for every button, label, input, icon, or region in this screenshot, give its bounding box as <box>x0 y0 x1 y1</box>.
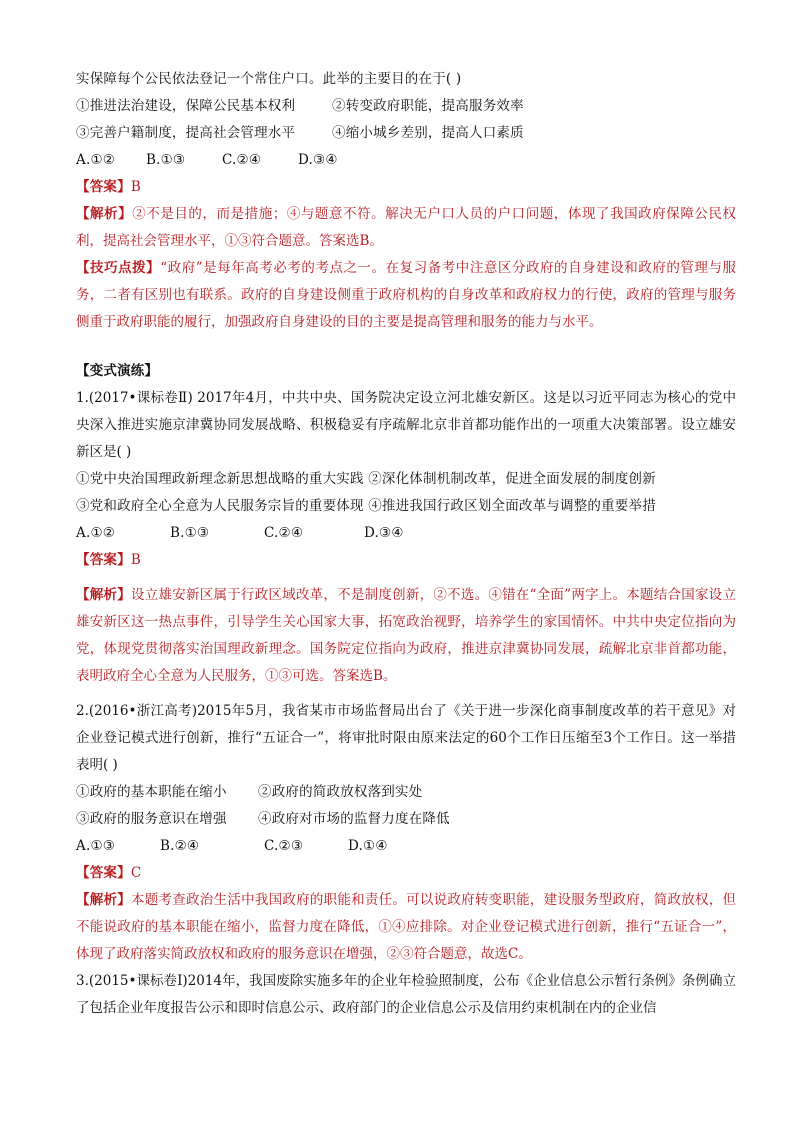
v2-choice-d: D.①④ <box>348 838 388 854</box>
v2-analysis-text: 本题考查政治生活中我国政府的职能和责任。可以说政府转变职能，建设服务型政府，简政放权，但不能说政府的基本职能在缩小，监督力度在降低，①④应排除。对企业登记模式进行创新，推行“五证合一”，体现了政府落实简政放权和政府的服务意识在增强，②③符合题意，故选C。 <box>76 892 737 962</box>
v1-answer <box>76 547 736 574</box>
v1-answer-tag: 【答案】 <box>76 552 131 568</box>
v1-analysis-text: 设立雄安新区属于行政区域改革，不是制度创新，②不选。④错在“全面”两字上。本题结合国家设立雄安新区这一热点事件，引导学生关心国家大事，拓宽政治视野，培养学生的家国情怀。中共中央定位指向为党，体现党贯彻落实治国理政新理念。国务院定位指向为政府，推进京津冀协同发展，疏解北京非首都功能，表明政府全心全意为人民服务，①③可选。答案选B。 <box>76 587 736 684</box>
q1-option-1: ①推进法治建设，保障公民基本权利 <box>76 98 296 114</box>
v2-choice-b: B.②④ <box>160 838 200 854</box>
q1-choice-d: D.③④ <box>298 152 338 168</box>
q1-choice-b: B.①③ <box>146 152 186 168</box>
q1-option-3: ③完善户籍制度，提高社会管理水平 <box>76 125 296 141</box>
v1-option-2: ②深化体制机制改革，促进全面发展的制度创新 <box>368 471 656 487</box>
section-title: 【变式演练】 <box>76 363 159 379</box>
q1-answer-value: B <box>130 179 141 195</box>
q1-stem: 实保障每个公民依法登记一个常住户口。此举的主要目的在于( ) <box>76 71 462 87</box>
v1-option-1: ①党中央治国理政新理念新思想战略的重大实践 <box>76 471 364 487</box>
q1-choice-c: C.②④ <box>222 152 262 168</box>
document-page <box>76 66 736 1022</box>
q1-answer <box>76 174 736 201</box>
q1-option-4: ④缩小城乡差别，提高人口素质 <box>332 125 524 141</box>
v2-choices <box>76 833 736 860</box>
v2-options-row-1 <box>76 779 736 806</box>
q1-tip-text: “政府”是每年高考必考的考点之一。在复习备考中注意区分政府的自身建设和政府的管理与服务，二者有区别也有联系。政府的自身建设侧重于政府机构的自身改革和政府权力的行使，政府的管理与服务侧重于政府职能的履行，加强政府自身建设的目的主要是提高管理和服务的能力与水平。 <box>76 260 736 330</box>
q1-option-2: ②转变政府职能，提高服务效率 <box>332 98 524 114</box>
v1-choice-c: C.②④ <box>264 525 304 541</box>
v1-option-3: ③党和政府全心全意为人民服务宗旨的重要体现 <box>76 498 364 514</box>
q1-choices <box>76 147 736 174</box>
q1-analysis-text: ②不是目的，而是措施；④与题意不符。解决无户口人员的户口问题，体现了我国政府保障公民权利，提高社会管理水平，①③符合题意。答案选B。 <box>76 206 737 249</box>
v2-answer <box>76 860 736 887</box>
v1-answer-value: B <box>130 552 141 568</box>
v2-option-3: ③政府的服务意识在增强 <box>76 811 227 827</box>
q1-answer-tag: 【答案】 <box>76 179 131 195</box>
v2-option-2: ②政府的简政放权落到实处 <box>258 784 423 800</box>
v1-choice-b: B.①③ <box>170 525 210 541</box>
q1-tip <box>76 255 736 336</box>
v1-analysis-tag: 【解析】 <box>76 587 131 603</box>
v1-analysis <box>76 582 736 690</box>
q1-options-row-2 <box>76 120 736 147</box>
v2-options-row-2 <box>76 806 736 833</box>
v1-choice-d: D.③④ <box>364 525 404 541</box>
v2-analysis-tag: 【解析】 <box>76 892 132 908</box>
v1-stem: 1.(2017•课标卷Ⅱ) 2017年4月，中共中央、国务院决定设立河北雄安新区。这是以习近平同志为核心的党中央深入推进实施京津冀协同发展战略、积极稳妥有序疏解北京非首都功能作出的一项重大决策部署。设立雄安新区是( ) <box>76 390 736 460</box>
q1-tip-tag: 【技巧点拨】 <box>76 260 161 276</box>
q1-analysis-tag: 【解析】 <box>76 206 133 222</box>
v1-choice-a: A.①② <box>76 525 116 541</box>
v2-stem: 2.(2016•浙江高考)2015年5月，我省某市市场监督局出台了《关于进一步深化商事制度改革的若干意见》对企业登记模式进行创新，推行“五证合一”，将审批时限由原来法定的60个工作日压缩至3个工作日。这一举措表明( ) <box>76 703 736 773</box>
v2-choice-a: A.①③ <box>76 838 116 854</box>
v2-analysis <box>76 887 736 968</box>
v2-option-4: ④政府对市场的监督力度在降低 <box>258 811 450 827</box>
v2-answer-value: C <box>130 865 142 881</box>
v2-option-1: ①政府的基本职能在缩小 <box>76 784 227 800</box>
q1-options-row-1 <box>76 93 736 120</box>
v3-stem: 3.(2015•课标卷Ⅰ)2014年，我国废除实施多年的企业年检验照制度，公布《企业信息公示暂行条例》条例确立了包括企业年度报告公示和即时信息公示、政府部门的企业信息公示及信用约束机制在内的企业信 <box>76 973 736 1016</box>
v2-choice-c: C.②③ <box>264 838 304 854</box>
v1-options-row-2 <box>76 493 736 520</box>
v1-choices <box>76 520 736 547</box>
v2-answer-tag: 【答案】 <box>76 865 131 881</box>
v1-option-4: ④推进我国行政区划全面改革与调整的重要举措 <box>368 498 656 514</box>
q1-analysis <box>76 201 736 255</box>
v1-options-row-1 <box>76 466 736 493</box>
q1-choice-a: A.①② <box>76 152 116 168</box>
